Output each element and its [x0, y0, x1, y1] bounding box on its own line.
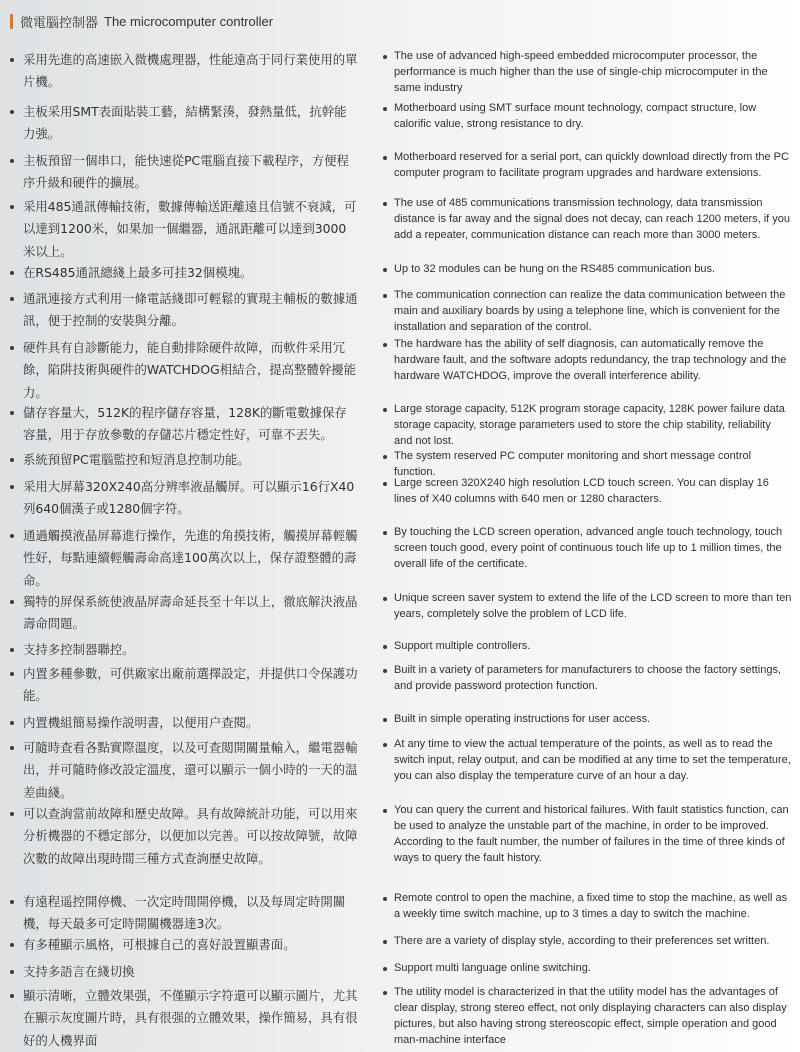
feature-item-zh [10, 449, 358, 471]
bullet-icon [383, 531, 387, 535]
bullet-icon [383, 718, 387, 722]
feature-text: 獨特的屏保系統使液晶屏壽命延長至十年以上，徹底解決液晶壽命問題。 [23, 594, 358, 632]
feature-text: 有多種顯示風格，可根據自己的喜好設置顯書面。 [23, 937, 296, 952]
bullet-icon [10, 534, 14, 538]
feature-item-en [382, 337, 792, 385]
bullet-icon [10, 721, 14, 725]
bullet-icon [10, 110, 14, 114]
feature-item-zh [10, 737, 358, 804]
bullet-icon [383, 455, 387, 459]
accent-bar [10, 14, 13, 29]
bullet-icon [383, 597, 387, 601]
feature-text: 主板預留一個串口，能快速從PC電腦直接下載程序，方便程序升級和硬件的擴展。 [23, 153, 349, 191]
title-chinese: 微電腦控制器 [20, 15, 99, 31]
feature-item-zh [10, 402, 358, 447]
feature-item-zh [10, 803, 358, 870]
feature-text: 通過觸摸液晶屏幕進行操作，先進的角摸技術，觸摸屏幕輕觸性好，每點連續輕觸壽命高達100萬次以上，保存證整體的壽命。 [23, 528, 358, 588]
section-header [10, 12, 273, 30]
feature-text: Motherboard reserved for a serial port, can quickly download directly from the PC computer program to facilitate program upgrades and hardware extensions. [394, 151, 789, 179]
bullet-icon [383, 55, 387, 59]
bullet-icon [10, 485, 14, 489]
bullet-icon [383, 202, 387, 206]
feature-text: Unique screen saver system to extend the life of the LCD screen to more than ten years, completely solve the problem of LCD life. [394, 592, 792, 620]
bullet-icon [10, 812, 14, 816]
feature-item-zh [10, 663, 358, 708]
bullet-icon [383, 294, 387, 298]
feature-item-en [382, 525, 792, 573]
feature-text: 支持多語言在綫切換 [23, 964, 135, 979]
bullet-icon [383, 897, 387, 901]
feature-item-en [382, 150, 792, 182]
feature-text: The use of advanced high-speed embedded microcomputer processor, the performance is much higher than the use of single-chip microcomputer in the same industry [394, 50, 768, 94]
feature-text: 支持多控制器聯控。 [23, 642, 135, 657]
feature-item-zh [10, 961, 358, 983]
feature-text: The communication connection can realize the data communication between the main and auxiliary boards by using a telephone line, which is convenient for the installation and separation of the control. [394, 289, 786, 333]
feature-text: 采用485通訊傳輸技術，數據傳輸送距離遠且信號不衰減，可以達到1200米，如果加一個繼器，通訊距離可以達到3000米以上。 [23, 199, 357, 259]
feature-item-zh [10, 934, 358, 956]
feature-item-zh [10, 150, 358, 195]
feature-item-en [382, 402, 792, 450]
feature-text: The use of 485 communications transmission technology, data transmission distance is far away and the signal does not decay, can reach 1200 meters, if you add a repeater, communication distance can reach more than 3000 meters. [394, 197, 791, 241]
feature-item-en [382, 961, 792, 977]
feature-text: 有遠程遥控開停機、一次定時間開停機，以及每周定時開關機，每天最多可定時開關機器達3次。 [23, 894, 346, 932]
feature-text: 系統預留PC電腦監控和短消息控制功能。 [23, 452, 250, 467]
bullet-icon [10, 970, 14, 974]
bullet-icon [383, 482, 387, 486]
feature-item-en [382, 737, 792, 785]
feature-item-zh [10, 101, 358, 146]
feature-item-en [382, 101, 792, 133]
feature-item-zh [10, 262, 358, 284]
bullet-icon [383, 991, 387, 995]
feature-item-zh [10, 476, 358, 521]
feature-text: 内置多種參數，可供廠家出廠前選擇設定，并提供口令保護功能。 [23, 666, 358, 704]
bullet-icon [383, 408, 387, 412]
feature-item-en [382, 891, 792, 923]
bullet-icon [383, 645, 387, 649]
bullet-icon [10, 411, 14, 415]
title-english: The microcomputer controller [104, 13, 274, 29]
bullet-icon [383, 268, 387, 272]
feature-text: The hardware has the ability of self diagnosis, can automatically remove the hardware fault, and the software adopts redundancy, the trap technology and the hardware WATCHDOG, improve the overall interference ability. [394, 338, 787, 382]
feature-item-zh [10, 591, 358, 636]
feature-text: Support multi language online switching. [394, 962, 591, 974]
feature-item-zh [10, 288, 358, 333]
feature-text: 采用大屏幕320X240高分辨率液晶觸屏。可以顯示16行X40列640個漢子或1280個字符。 [23, 479, 355, 517]
feature-text: Built in a variety of parameters for manufacturers to choose the factory settings, and provide password protection function. [394, 664, 782, 692]
bullet-icon [10, 346, 14, 350]
feature-item-en [382, 985, 792, 1049]
bullet-icon [10, 994, 14, 998]
bullet-icon [383, 669, 387, 673]
feature-item-en [382, 196, 792, 244]
feature-text: 可以查詢當前故障和歷史故障。具有故障統計功能，可以用來分析機器的不穩定部分，以便加以完善。可以按故障號，故障次數的故障出現時間三種方式查詢歷史故障。 [23, 806, 358, 866]
feature-item-en [382, 639, 792, 655]
feature-item-zh [10, 712, 358, 734]
feature-item-en [382, 262, 792, 278]
feature-item-zh [10, 639, 358, 661]
feature-text: The system reserved PC computer monitoring and short message control function. [394, 450, 752, 478]
feature-text: Remote control to open the machine, a fixed time to stop the machine, as well as a weekly time switch machine, up to 3 times a day to switch the machine. [394, 892, 788, 920]
feature-text: 儲存容量大，512K的程序儲存容量，128K的斷電數據保存容量，用于存放參數的存儲芯片穩定性好，可靠不丟失。 [23, 405, 347, 443]
feature-text: Support multiple controllers. [394, 640, 531, 652]
feature-text: 通訊連接方式利用一條電話綫即可輕鬆的實現主輔板的數據通訊，便于控制的安裝與分離。 [23, 291, 358, 329]
feature-item-en [382, 712, 792, 728]
bullet-icon [383, 107, 387, 111]
feature-item-en [382, 591, 792, 623]
bullet-icon [10, 297, 14, 301]
feature-text: 可隨時查看各點實際溫度，以及可查閲開關量輸入，繼電器輸出，并可隨時修改設定溫度，還可以顯示一個小時的一天的温差曲綫。 [23, 740, 358, 800]
bullet-icon [10, 458, 14, 462]
bullet-icon [10, 58, 14, 62]
feature-text: 顯示清晰，立體效果强，不僅顯示字符還可以顯示圖片，尤其在顯示灰度圖片時，具有很强的立體效果，操作簡易，具有很好的人機界面 [23, 988, 358, 1048]
bullet-icon [10, 900, 14, 904]
feature-item-en [382, 934, 792, 950]
bullet-icon [10, 746, 14, 750]
feature-text: Large storage capacity, 512K program storage capacity, 128K power failure data storage capacity, storage parameters used to store the chip stability, reliability and not lost. [394, 403, 785, 447]
bullet-icon [10, 159, 14, 163]
feature-item-en [382, 476, 792, 508]
bullet-icon [383, 156, 387, 160]
feature-text: 在RS485通訊總綫上最多可挂32個模塊。 [23, 265, 253, 280]
bullet-icon [383, 940, 387, 944]
feature-text: At any time to view the actual temperature of the points, as well as to read the switch input, relay output, and can be modified at any time to set the temperature, you can also display the temperature curve of an hour a day. [394, 738, 791, 782]
feature-text: You can query the current and historical failures. With fault statistics function, can be used to analyze the unstable part of the machine, in order to be improved. According to the fault number, the number of failures in the time of three kinds of ways to query the fault history. [394, 804, 789, 864]
feature-item-zh [10, 49, 358, 94]
bullet-icon [383, 343, 387, 347]
feature-item-zh [10, 985, 358, 1052]
feature-text: Large screen 320X240 high resolution LCD touch screen. You can display 16 lines of X40 columns with 640 men or 1280 characters. [394, 477, 769, 505]
feature-text: Up to 32 modules can be hung on the RS485 communication bus. [394, 263, 716, 275]
bullet-icon [10, 600, 14, 604]
feature-text: The utility model is characterized in that the utility model has the advantages of clear display, strong stereo effect, not only displaying characters can also display pictures, but also having strong stereoscopic effect, simple operation and good man-machine interface [394, 986, 787, 1046]
bullet-icon [10, 672, 14, 676]
feature-text: 硬件具有自診斷能力，能自動排除硬件故障，而軟件采用冗餘，陷阱技術與硬件的WATCHDOG相結合，提高整體幹擾能力。 [23, 340, 356, 400]
bullet-icon [383, 809, 387, 813]
feature-text: Built in simple operating instructions for user access. [394, 713, 651, 725]
feature-text: Motherboard using SMT surface mount technology, compact structure, low calorific value, strong resistance to dry. [394, 102, 757, 130]
bullet-icon [383, 967, 387, 971]
feature-text: By touching the LCD screen operation, advanced angle touch technology, touch screen touch good, every point of continuous touch life up to 1 million times, the overall life of the certificate. [394, 526, 783, 570]
bullet-icon [10, 271, 14, 275]
bullet-icon [383, 743, 387, 747]
feature-text: 内置機組簡易操作説明書，以便用户查閱。 [23, 715, 259, 730]
feature-item-zh [10, 196, 358, 263]
bullet-icon [10, 648, 14, 652]
feature-item-zh [10, 525, 358, 592]
bullet-icon [10, 943, 14, 947]
feature-item-zh [10, 337, 358, 404]
feature-item-en [382, 803, 792, 867]
bullet-icon [10, 205, 14, 209]
feature-item-en [382, 49, 792, 97]
feature-text: 主板采用SMT表面貼裝工藝，結構緊湊，發熱量低，抗幹能力強。 [23, 104, 347, 142]
feature-item-zh [10, 891, 358, 936]
feature-item-en [382, 288, 792, 336]
feature-text: There are a variety of display style, according to their preferences set written. [394, 935, 770, 947]
feature-item-en [382, 663, 792, 695]
feature-text: 采用先進的高速嵌入微機處理器，性能遠高于同行業使用的單片機。 [23, 52, 358, 90]
